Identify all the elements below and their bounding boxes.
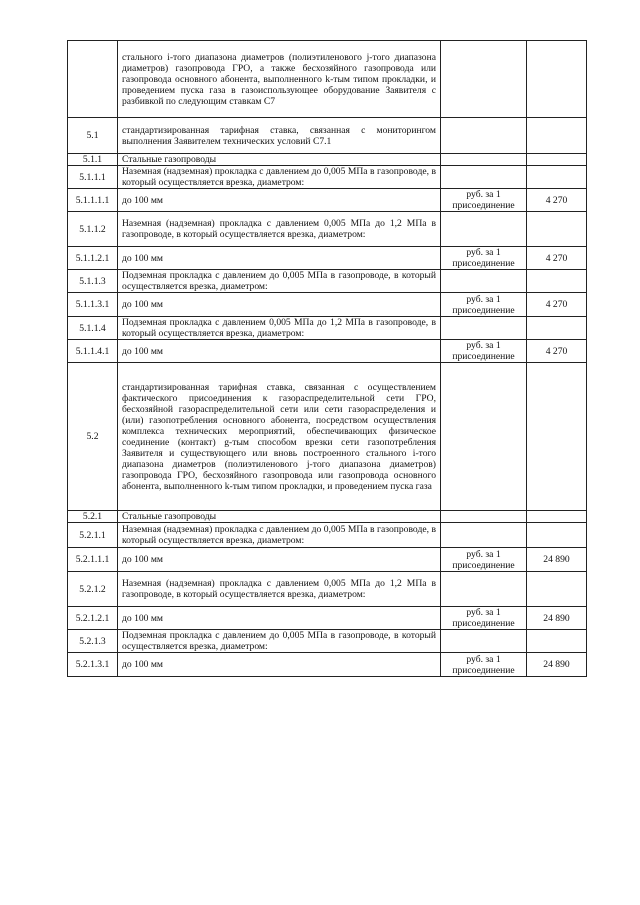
row-unit (441, 523, 527, 548)
table-row (68, 212, 587, 247)
row-description: до 100 мм (118, 607, 441, 630)
row-value (527, 118, 587, 154)
row-unit (441, 166, 527, 189)
row-unit (441, 212, 527, 247)
table-row (68, 293, 587, 317)
row-unit (441, 363, 527, 511)
row-description: стандартизированная тарифная ставка, связанная с осуществлением фактического присоединения к газораспределительной сети ГРО, бесхозяйной газораспределительной сети или сети газораспределения и (или) газопотребления основного абонента, посредством осуществления комплекса технических мероприятий, обеспечивающих физическое соединение (контакт) g-тым способом врезки сети газопотребления Заявителя и существующего или вновь построенного стального i-того диапазона диаметров (полиэтиленового j-того диапазона диаметров) газопровода ГРО, бесхозяйного газопровода или газопровода основного абонента, выполненного k-тым типом прокладки, и проведением пуска газа (118, 363, 441, 511)
row-number: 5.1.1.1.1 (68, 189, 118, 212)
row-description: стандартизированная тарифная ставка, связанная с мониторингом выполнения Заявителем технических условий С7.1 (118, 118, 441, 154)
row-number: 5.2.1 (68, 511, 118, 523)
row-description: стального i-того диапазона диаметров (полиэтиленового j-того диапазона диаметров) газопровода ГРО, а также бесхозяйного газопровода или газопровода основного абонента, выполненного k-тым типом прокладки, и проведением пуска газа в газоиспользующее оборудование Заявителя с разбивкой по следующим ставкам С7 (118, 41, 441, 118)
row-description: Подземная прокладка с давлением 0,005 МПа до 1,2 МПа в газопроводе, в который осуществляется врезка, диаметром: (118, 317, 441, 340)
row-value (527, 41, 587, 118)
table-row (68, 154, 587, 166)
table-row (68, 523, 587, 548)
row-description: Стальные газопроводы (118, 154, 441, 166)
row-value: 4 270 (527, 293, 587, 317)
row-unit (441, 154, 527, 166)
row-value (527, 630, 587, 653)
row-description: Наземная (надземная) прокладка с давлением до 0,005 МПа в газопроводе, в который осуществляется врезка, диаметром: (118, 523, 441, 548)
table-row (68, 118, 587, 154)
row-description: Наземная (надземная) прокладка с давлением до 0,005 МПа в газопроводе, в который осуществляется врезка, диаметром: (118, 166, 441, 189)
row-value: 4 270 (527, 340, 587, 363)
row-number: 5.1.1.4.1 (68, 340, 118, 363)
row-number: 5.2.1.1.1 (68, 548, 118, 572)
row-unit (441, 270, 527, 293)
row-unit (441, 630, 527, 653)
row-description: до 100 мм (118, 189, 441, 212)
row-number: 5.2.1.3.1 (68, 653, 118, 677)
row-unit (441, 41, 527, 118)
row-value: 4 270 (527, 247, 587, 270)
table-row (68, 607, 587, 630)
table-row (68, 572, 587, 607)
table-row (68, 270, 587, 293)
row-number: 5.2.1.2.1 (68, 607, 118, 630)
row-unit: руб. за 1 присоединение (441, 189, 527, 212)
row-description: до 100 мм (118, 247, 441, 270)
row-value (527, 523, 587, 548)
table-row (68, 630, 587, 653)
row-number: 5.1.1.4 (68, 317, 118, 340)
row-value (527, 572, 587, 607)
row-value (527, 166, 587, 189)
tariff-table (67, 40, 587, 677)
row-number: 5.1 (68, 118, 118, 154)
row-value (527, 511, 587, 523)
row-value: 24 890 (527, 607, 587, 630)
row-unit: руб. за 1 присоединение (441, 340, 527, 363)
table-row (68, 247, 587, 270)
row-description: до 100 мм (118, 653, 441, 677)
table-row (68, 340, 587, 363)
row-value: 24 890 (527, 548, 587, 572)
table-row (68, 511, 587, 523)
row-description: Наземная (надземная) прокладка с давлением 0,005 МПа до 1,2 МПа в газопроводе, в который осуществляется врезка, диаметром: (118, 572, 441, 607)
row-number: 5.2.1.3 (68, 630, 118, 653)
row-unit: руб. за 1 присоединение (441, 247, 527, 270)
row-number: 5.1.1 (68, 154, 118, 166)
row-unit: руб. за 1 присоединение (441, 548, 527, 572)
row-number: 5.2 (68, 363, 118, 511)
row-number: 5.1.1.2 (68, 212, 118, 247)
table-row (68, 653, 587, 677)
table-row (68, 166, 587, 189)
row-unit (441, 317, 527, 340)
table-row (68, 41, 587, 118)
row-description: Стальные газопроводы (118, 511, 441, 523)
row-value (527, 363, 587, 511)
row-unit: руб. за 1 присоединение (441, 293, 527, 317)
row-value (527, 154, 587, 166)
row-description: до 100 мм (118, 340, 441, 363)
row-number: 5.1.1.3 (68, 270, 118, 293)
row-description: Наземная (надземная) прокладка с давлением 0,005 МПа до 1,2 МПа в газопроводе, в который осуществляется врезка, диаметром: (118, 212, 441, 247)
row-unit: руб. за 1 присоединение (441, 607, 527, 630)
row-number: 5.2.1.2 (68, 572, 118, 607)
table-row (68, 189, 587, 212)
row-value: 24 890 (527, 653, 587, 677)
table-row (68, 548, 587, 572)
row-description: Подземная прокладка с давлением до 0,005 МПа в газопроводе, в который осуществляется врезка, диаметром: (118, 630, 441, 653)
row-number: 5.1.1.1 (68, 166, 118, 189)
row-value: 4 270 (527, 189, 587, 212)
row-unit (441, 118, 527, 154)
row-description: Подземная прокладка с давлением до 0,005 МПа в газопроводе, в который осуществляется врезка, диаметром: (118, 270, 441, 293)
row-description: до 100 мм (118, 293, 441, 317)
table-row (68, 363, 587, 511)
row-unit (441, 511, 527, 523)
row-value (527, 270, 587, 293)
row-description: до 100 мм (118, 548, 441, 572)
row-number: 5.1.1.3.1 (68, 293, 118, 317)
row-value (527, 212, 587, 247)
row-number: 5.2.1.1 (68, 523, 118, 548)
row-unit: руб. за 1 присоединение (441, 653, 527, 677)
row-unit (441, 572, 527, 607)
row-value (527, 317, 587, 340)
row-number: 5.1.1.2.1 (68, 247, 118, 270)
table-row (68, 317, 587, 340)
row-number (68, 41, 118, 118)
